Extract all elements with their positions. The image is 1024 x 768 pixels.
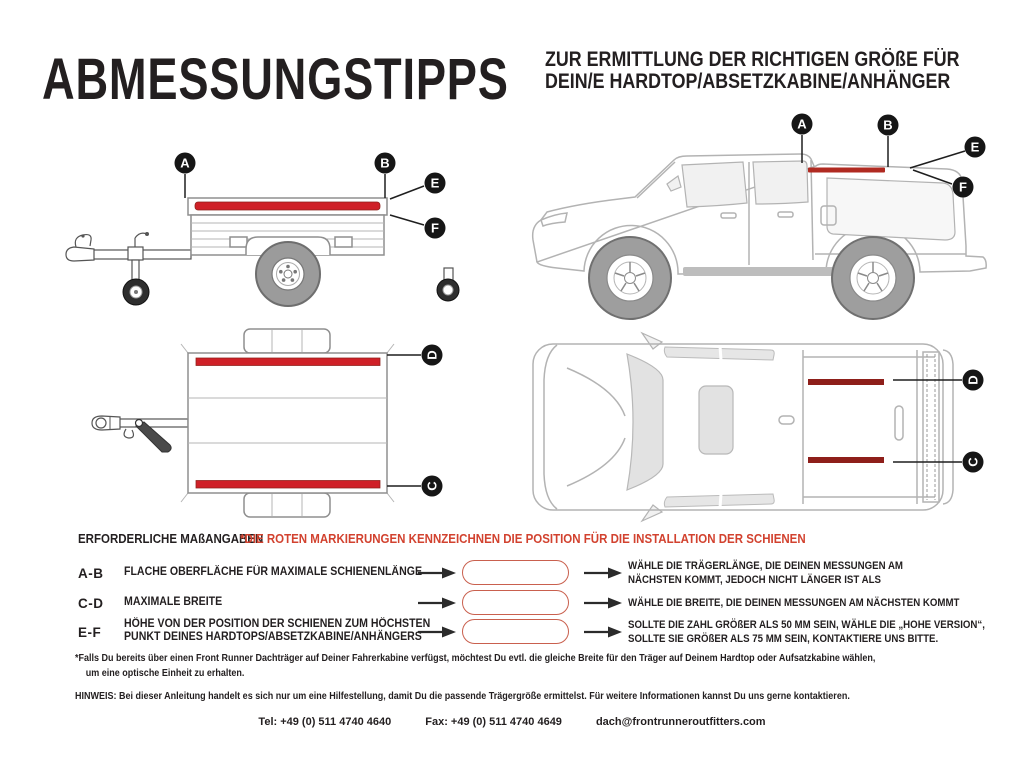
row-ef-desc-line2: SOLLTE SIE GRÖßER ALS 75 MM SEIN, KONTAKTIERE UNS BITTE. xyxy=(628,633,939,645)
marker-a xyxy=(175,153,196,174)
antenna xyxy=(779,416,794,424)
hinweis-note: HINWEIS: Bei dieser Anleitung handelt es sich nur um eine Hilfestellung, damit Du die passende Trägergröße ermittelst. Für weitere Informationen kannst Du uns gerne kontaktieren. xyxy=(75,691,850,702)
row-cd-desc-line1: WÄHLE DIE BREITE, DIE DEINEN MESSUNGEN AM NÄCHSTEN KOMMT xyxy=(628,597,960,609)
marker-d-label: D xyxy=(424,350,440,360)
rail-marking-trailer-top-left xyxy=(196,358,380,366)
page-title: ABMESSUNGSTIPPS xyxy=(42,47,509,112)
footnote-line1: *Falls Du bereits über einen Front Runner Dachträger auf Deiner Fahrerkabine verfügst, möchtest Du evtl. die gleiche Breite für den Träger auf Deinem Hardtop oder Aufsatzkabine wählen, xyxy=(75,653,876,664)
red-markings-note: *DIE ROTEN MARKIERUNGEN KENNZEICHNEN DIE POSITION FÜR DIE INSTALLATION DER SCHIENEN xyxy=(240,532,806,546)
rear-bumper xyxy=(943,350,953,504)
trailer-rear-support-wheel xyxy=(437,268,459,301)
contact-tel: Tel: +49 (0) 511 4740 4640 xyxy=(258,716,392,728)
row-ab-id: A-B xyxy=(78,566,104,581)
contact-fax: Fax: +49 (0) 511 4740 4649 xyxy=(425,716,562,728)
tailgate xyxy=(923,352,939,502)
marker-d xyxy=(422,345,443,366)
marker-d xyxy=(963,370,984,391)
row-ef-label-line2: PUNKT DEINES HARDTOPS/ABSETZKABINE/ANHÄNGERS xyxy=(124,631,422,643)
marker-a-label: A xyxy=(180,155,190,171)
contact-bar xyxy=(0,716,1024,728)
measurement-field-ef xyxy=(462,619,569,644)
rail-marking-truck-top-right xyxy=(808,457,884,463)
arrow-right-icon xyxy=(584,567,622,579)
marker-e-label: E xyxy=(430,175,440,191)
truck-body-top xyxy=(533,333,943,521)
rail-marking-trailer-side xyxy=(195,202,380,210)
row-cd-label-line1: MAXIMALE BREITE xyxy=(124,596,223,608)
marker-c-label: C xyxy=(424,481,440,491)
trailer-drawbar-top xyxy=(92,416,188,452)
marker-c xyxy=(963,452,984,473)
footnote xyxy=(75,652,875,681)
marker-e-label: E xyxy=(970,139,980,155)
truck-side-view-diagram xyxy=(515,110,1005,320)
row-ab-label-line1: FLACHE OBERFLÄCHE FÜR MAXIMALE SCHIENENLÄNGE xyxy=(124,566,423,578)
marker-d-label: D xyxy=(965,375,981,385)
truck-wheels xyxy=(589,237,914,319)
running-board xyxy=(683,267,843,276)
arrow-right-icon xyxy=(584,626,622,638)
row-ef-label xyxy=(124,618,430,644)
trailer-box-top xyxy=(181,329,394,517)
truck-canopy-top xyxy=(803,350,953,504)
rail-marking-trailer-top-right xyxy=(196,481,380,489)
arrow-right-icon xyxy=(418,567,456,579)
sunroof xyxy=(699,386,733,454)
arrow-right-icon xyxy=(584,597,622,609)
measurements-heading: ERFORDERLICHE MAßANGABEN xyxy=(78,532,264,546)
arrow-right-icon xyxy=(418,626,456,638)
marker-a-label: A xyxy=(797,116,807,132)
row-ab-label xyxy=(124,566,422,579)
marker-b-label: B xyxy=(380,155,390,171)
rail-marking-truck-side xyxy=(808,168,885,173)
row-ef-description xyxy=(628,618,985,646)
marker-f-label: F xyxy=(959,179,967,195)
truck-top-view-diagram xyxy=(515,330,1015,525)
trailer-drawbar xyxy=(66,232,191,305)
canopy-door-handle xyxy=(895,406,903,440)
row-cd-id: C-D xyxy=(78,596,104,611)
marker-b xyxy=(375,153,396,174)
row-ab-desc-line2: NÄCHSTEN KOMMT, JEDOCH NICHT LÄNGER IST ALS xyxy=(628,574,881,586)
subtitle-line-2: DEIN/E HARDTOP/ABSETZKABINE/ANHÄNGER xyxy=(545,69,951,93)
row-cd-description xyxy=(628,596,959,610)
marker-e xyxy=(425,173,446,194)
row-ef-desc-line1: SOLLTE DIE ZAHL GRÖßER ALS 50 MM SEIN, WÄHLE DIE „HOHE VERSION“, xyxy=(628,619,985,631)
marker-a xyxy=(792,114,813,135)
arrow-right-icon xyxy=(418,597,456,609)
trailer-side-view-diagram xyxy=(40,125,460,320)
row-ab-description xyxy=(628,559,903,587)
rail-marking-truck-top-left xyxy=(808,379,884,385)
marker-e xyxy=(965,137,986,158)
trailer-top-view-diagram xyxy=(40,325,470,525)
marker-b xyxy=(878,115,899,136)
row-cd-label xyxy=(124,596,222,609)
footnote-line2: um eine optische Einheit zu erhalten. xyxy=(85,667,245,679)
contact-email: dach@frontrunneroutfitters.com xyxy=(595,716,766,728)
marker-b-label: B xyxy=(883,117,893,133)
marker-c-label: C xyxy=(965,457,981,467)
trailer-wheel xyxy=(246,237,330,306)
measurement-field-cd xyxy=(462,590,569,615)
row-ef-id: E-F xyxy=(78,625,102,640)
subtitle-line-1: ZUR ERMITTLUNG DER RICHTIGEN GRÖßE FÜR xyxy=(545,48,960,71)
marker-f xyxy=(425,218,446,239)
row-ab-desc-line1: WÄHLE DIE TRÄGERLÄNGE, DIE DEINEN MESSUNGEN AM xyxy=(628,560,903,572)
marker-f-label: F xyxy=(431,220,439,236)
windshield xyxy=(627,354,663,490)
marker-f xyxy=(953,177,974,198)
measurement-field-ab xyxy=(462,560,569,585)
marker-c xyxy=(422,476,443,497)
page-subtitle xyxy=(545,49,960,92)
row-ef-label-line1: HÖHE VON DER POSITION DER SCHIENEN ZUM HÖCHSTEN xyxy=(124,618,431,630)
